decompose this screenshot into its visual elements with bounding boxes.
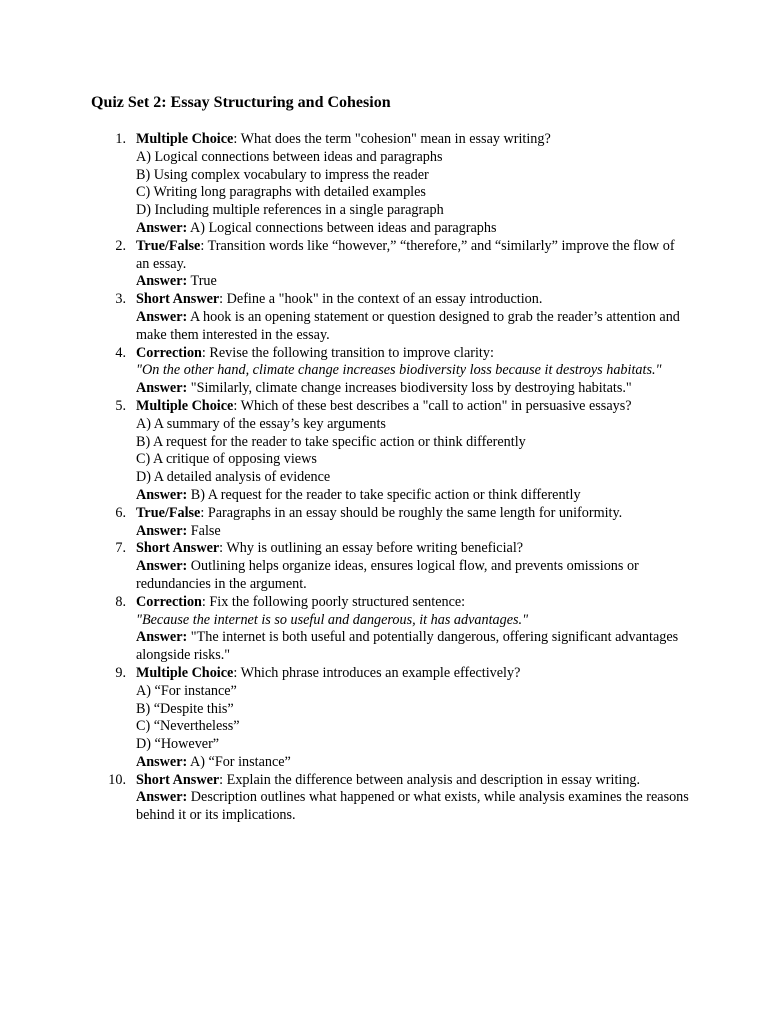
- question-text: : Define a "hook" in the context of an essay introduction.: [219, 291, 543, 308]
- question-number: 8.: [115, 593, 126, 610]
- answer-label: Answer:: [136, 273, 188, 290]
- question-text: : Paragraphs in an essay should be roughly the same length for uniformity.: [200, 504, 623, 521]
- answer-line: [136, 380, 690, 398]
- question-prompt: [136, 131, 690, 149]
- question-prompt: [136, 594, 690, 612]
- answer-label: Answer:: [136, 219, 188, 236]
- option-a: A) A summary of the essay’s key arguments: [136, 415, 386, 432]
- question-type: True/False: [136, 237, 201, 254]
- question-number: 10.: [108, 771, 126, 788]
- question-item: [0, 540, 690, 593]
- answer-label: Answer:: [136, 789, 188, 806]
- answer-line: [136, 487, 690, 505]
- question-item: [0, 398, 690, 505]
- question-text: : Which phrase introduces an example effectively?: [233, 664, 521, 681]
- question-type: Short Answer: [136, 771, 220, 788]
- answer-text: False: [190, 522, 221, 539]
- answer-text: B) A request for the reader to take specific action or think differently: [190, 486, 581, 503]
- question-number: 2.: [115, 237, 126, 254]
- question-type: Correction: [136, 593, 202, 610]
- answer-line: [136, 273, 690, 291]
- question-type: Multiple Choice: [136, 664, 234, 681]
- answer-label: Answer:: [136, 629, 188, 646]
- question-number: 4.: [115, 344, 126, 361]
- question-number: 3.: [115, 291, 126, 308]
- answer-label: Answer:: [136, 753, 188, 770]
- answer-label: Answer:: [136, 486, 188, 503]
- question-type: Short Answer: [136, 540, 220, 557]
- question-type: True/False: [136, 504, 201, 521]
- answer-line: [136, 309, 690, 345]
- answer-line: [136, 220, 690, 238]
- question-text: : Revise the following transition to improve clarity:: [201, 344, 494, 361]
- option-a: A) Logical connections between ideas and paragraphs: [136, 148, 443, 165]
- question-text: : Why is outlining an essay before writing beneficial?: [219, 540, 524, 557]
- question-prompt: [136, 772, 690, 790]
- question-number: 9.: [115, 664, 126, 681]
- answer-line: [136, 629, 690, 665]
- page-title: Quiz Set 2: Essay Structuring and Cohesion: [91, 94, 391, 111]
- answer-line: [136, 789, 690, 825]
- answer-line: [136, 523, 690, 541]
- question-item: [0, 345, 690, 398]
- quoted-sentence: "Because the internet is so useful and dangerous, it has advantages.": [136, 611, 529, 628]
- question-number: 1.: [115, 131, 126, 147]
- question-text: : Explain the difference between analysis and description in essay writing.: [219, 771, 641, 788]
- answer-text: A hook is an opening statement or question designed to grab the reader’s attention and make them interested in the essay.: [136, 308, 680, 343]
- option-c: C) Writing long paragraphs with detailed examples: [136, 184, 426, 201]
- question-number: 5.: [115, 397, 126, 414]
- question-number: 6.: [115, 504, 126, 521]
- question-text: : Fix the following poorly structured sentence:: [201, 593, 466, 610]
- question-text: : What does the term "cohesion" mean in essay writing?: [233, 131, 551, 147]
- question-item: [0, 131, 690, 238]
- question-item: [0, 594, 690, 665]
- answer-text: "Similarly, climate change increases biodiversity loss by destroying habitats.": [190, 380, 632, 397]
- question-prompt: [136, 398, 690, 416]
- quiz-list: [0, 131, 690, 825]
- option-c: C) A critique of opposing views: [136, 451, 317, 468]
- question-prompt: [136, 505, 690, 523]
- option-a: A) “For instance”: [136, 682, 237, 699]
- option-b: B) “Despite this”: [136, 700, 234, 717]
- option-c: C) “Nevertheless”: [136, 718, 240, 735]
- question-prompt: [136, 345, 690, 363]
- answer-text: Description outlines what happened or what exists, while analysis examines the reasons behind it or its implications.: [136, 789, 689, 824]
- answer-text: A) “For instance”: [190, 753, 291, 770]
- answer-text: True: [190, 273, 217, 290]
- question-prompt: [136, 540, 690, 558]
- answer-label: Answer:: [136, 308, 188, 325]
- answer-label: Answer:: [136, 522, 188, 539]
- question-item: [0, 665, 690, 772]
- question-item: [0, 291, 690, 344]
- quoted-sentence: "On the other hand, climate change increases biodiversity loss because it destroys habitats.": [136, 362, 662, 379]
- answer-line: [136, 558, 690, 594]
- question-item: [0, 772, 690, 825]
- answer-text: Outlining helps organize ideas, ensures logical flow, and prevents omissions or redundancies in the argument.: [136, 558, 639, 592]
- question-type: Multiple Choice: [136, 131, 234, 147]
- question-item: [0, 505, 690, 541]
- question-prompt: [136, 238, 690, 274]
- answer-line: [136, 754, 690, 772]
- question-prompt: [136, 291, 690, 309]
- question-number: 7.: [115, 540, 126, 557]
- question-prompt: [136, 665, 690, 683]
- answer-text: A) Logical connections between ideas and paragraphs: [190, 219, 497, 236]
- question-type: Short Answer: [136, 291, 220, 308]
- option-b: B) Using complex vocabulary to impress the reader: [136, 166, 429, 183]
- option-d: D) A detailed analysis of evidence: [136, 469, 331, 486]
- option-d: D) Including multiple references in a single paragraph: [136, 202, 444, 219]
- option-b: B) A request for the reader to take specific action or think differently: [136, 433, 526, 450]
- answer-label: Answer:: [136, 380, 188, 397]
- answer-label: Answer:: [136, 558, 188, 575]
- question-item: [0, 238, 690, 291]
- question-type: Correction: [136, 344, 202, 361]
- question-text: : Which of these best describes a "call to action" in persuasive essays?: [233, 397, 632, 414]
- question-type: Multiple Choice: [136, 397, 234, 414]
- option-d: D) “However”: [136, 736, 220, 753]
- answer-text: "The internet is both useful and potentially dangerous, offering significant advantages alongside risks.": [136, 629, 679, 664]
- question-text: : Transition words like “however,” “therefore,” and “similarly” improve the flow of an essay.: [136, 237, 675, 272]
